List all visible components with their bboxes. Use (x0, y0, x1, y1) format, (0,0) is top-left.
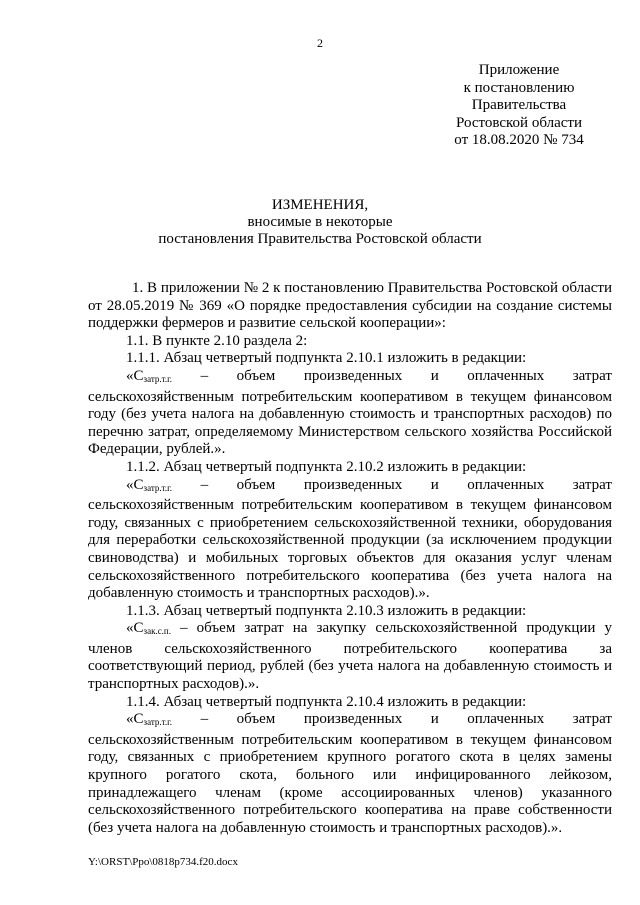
title-line: постановления Правительства Ростовской области (158, 231, 482, 247)
paragraph-item-1: 1. В приложении № 2 к постановлению Правительства Ростовской области от 28.05.2019 № 369 «О порядке предоставления субсидии на создание системы поддержки фермеров и развитие сельской кооперации»: (88, 280, 612, 332)
appendix-line: от 18.08.2020 № 734 (454, 132, 584, 148)
paragraph-item-1-1-3: 1.1.3. Абзац четвертый подпункта 2.10.3 изложить в редакции: (126, 602, 527, 619)
appendix-block (440, 62, 598, 150)
formula-subscript: затр.т.г. (143, 717, 173, 728)
paragraph-item-1-1-2: 1.1.2. Абзац четвертый подпункта 2.10.2 изложить в редакции: (126, 458, 527, 475)
formula-symbol: «С (126, 620, 144, 637)
formula-symbol: «С (126, 367, 144, 384)
paragraph-item-1-1: 1.1. В пункте 2.10 раздела 2: (126, 332, 308, 349)
definition-text: – объем произведенных и оплаченных затрат сельскохозяйственным потребительским кооперативом в текущем финансовом году, связанных с приобретением крупного рогатого скота в целях замены крупного рогатого скота, больного или инфицированного лейкозом, принадлежащего членам (кроме ассоциированных членов) указанного сельскохозяйственного потребительского кооператива на праве собственности (без учета налога на добавленную стоимость и транспортных расходов).». (88, 711, 612, 836)
paragraph-definition (88, 477, 612, 603)
definition-text: – объем затрат на закупку сельскохозяйственной продукции у членов сельскохозяйственного потребительского кооператива за соответствующий период, рублей (без учета налога на добавленную стоимость и транспортных расходов).». (88, 620, 612, 693)
paragraph-definition (88, 620, 612, 693)
appendix-line: к постановлению (463, 79, 575, 96)
document-body (88, 280, 612, 837)
formula-symbol: «С (126, 711, 144, 728)
appendix-line: Приложение (478, 62, 560, 78)
document-title (0, 197, 640, 248)
page-number: 2 (317, 36, 323, 50)
definition-text: – объем произведенных и оплаченных затрат сельскохозяйственным потребительским кооперативом в текущем финансовом году (без учета налога на добавленную стоимость и транспортных расходов) по перечню затрат, определяемому Министерством сельского хозяйства Российской Федерации, рублей.». (88, 367, 612, 458)
formula-subscript: зак.с.п. (143, 626, 171, 637)
definition-text: – объем произведенных и оплаченных затрат сельскохозяйственным потребительским кооперативом в текущем финансовом году, связанных с приобретением сельскохозяйственной техники, оборудования для переработки сельскохозяйственной продукции (за исключением продукции свиноводства) и мобильных торговых объектов для оказания услуг членам сельскохозяйственного потребительского кооператива (без учета налога на добавленную стоимость и транспортных расходов).». (88, 476, 612, 602)
formula-symbol: «С (126, 476, 144, 493)
formula-subscript: затр.т.г. (143, 482, 173, 493)
appendix-line: Правительства (471, 97, 567, 113)
appendix-line: Ростовской области (456, 114, 582, 131)
title-heading: ИЗМЕНЕНИЯ, (271, 197, 369, 213)
paragraph-definition (88, 368, 612, 459)
formula-subscript: затр.т.г. (143, 373, 173, 384)
paragraph-item-1-1-1: 1.1.1. Абзац четвертый подпункта 2.10.1 изложить в редакции: (126, 350, 527, 367)
paragraph-definition (88, 711, 612, 837)
title-line: вносимые в некоторые (247, 214, 393, 230)
paragraph-item-1-1-4: 1.1.4. Абзац четвертый подпункта 2.10.4 изложить в редакции: (126, 693, 527, 710)
file-path-footer: Y:\ORST\Ppo\0818p734.f20.docx (88, 856, 238, 868)
